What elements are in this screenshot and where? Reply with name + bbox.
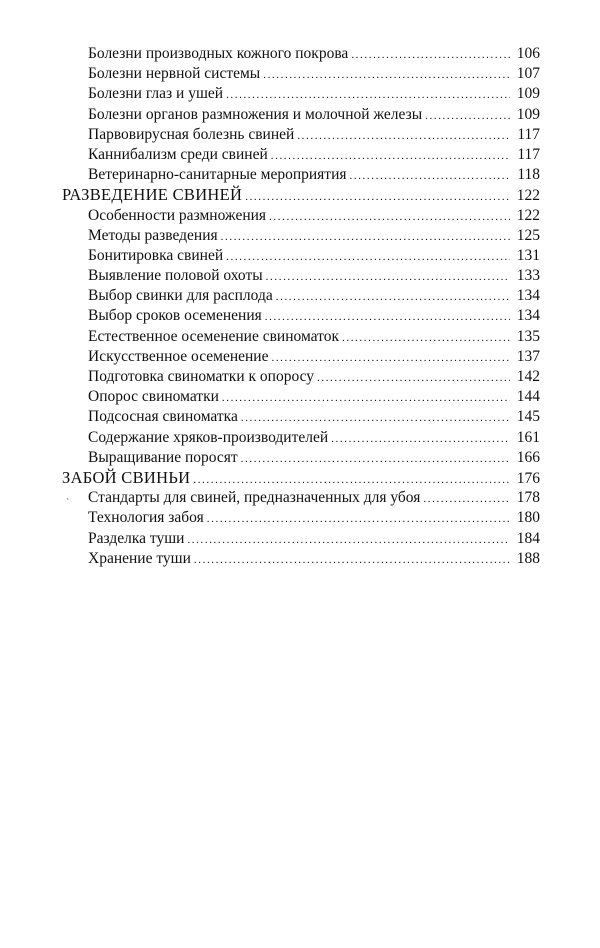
dot-leader — [331, 429, 510, 449]
dot-leader — [317, 368, 510, 388]
toc-section — [62, 185, 540, 205]
toc-entry — [62, 529, 540, 549]
toc-entry — [62, 44, 540, 64]
toc-entry-page: 109 — [516, 85, 540, 103]
dot-leader — [245, 187, 510, 207]
toc-entry-title: Ветеринарно-санитарные мероприятия — [88, 166, 347, 184]
toc-entry — [62, 64, 540, 84]
dot-leader — [271, 146, 510, 166]
toc-entry-page: 134 — [516, 287, 540, 305]
dot-leader — [207, 509, 510, 529]
toc-entry-page: 131 — [516, 246, 540, 264]
dot-leader — [351, 45, 510, 65]
toc-entry — [62, 327, 540, 347]
toc-entry-page: 137 — [516, 347, 540, 365]
dot-leader — [187, 530, 510, 550]
toc-entry-title: Подготовка свиноматки к опоросу — [88, 368, 314, 385]
toc-entry-page: 109 — [516, 105, 540, 123]
toc-entry — [62, 286, 540, 306]
toc-entry-page: 122 — [516, 206, 540, 224]
dot-leader — [226, 247, 510, 267]
toc-entry — [62, 387, 540, 407]
toc-entry-page: 117 — [517, 145, 540, 163]
toc-entry-title: Методы разведения — [88, 226, 218, 244]
toc-entry-title: Парвовирусная болезнь свиней — [88, 125, 295, 143]
toc-entry-title: Стандарты для свиней, предназначенных для убоя — [88, 489, 421, 507]
toc-entry — [62, 508, 540, 528]
toc-entry-page: 118 — [517, 166, 540, 184]
dot-leader — [271, 348, 510, 368]
toc-entry-page: 188 — [516, 549, 540, 567]
toc-entry-page: 178 — [516, 489, 540, 507]
toc-entry-page: 180 — [516, 509, 540, 527]
toc-entry-title: Выбор сроков осеменения — [88, 307, 262, 325]
toc-entry-page: 133 — [516, 267, 540, 285]
toc-entry — [62, 145, 540, 165]
toc-entry — [62, 266, 540, 286]
toc-entry — [62, 125, 540, 145]
toc-entry-title: Бонитировка свиней — [88, 246, 224, 264]
dot-leader — [194, 550, 510, 570]
dot-leader — [269, 207, 510, 227]
dot-leader — [423, 489, 510, 509]
toc-entry-page: 161 — [516, 428, 540, 446]
toc-entry — [62, 407, 540, 427]
toc-entry-title: Опорос свиноматки — [88, 388, 219, 406]
toc-entry-page: 166 — [516, 448, 540, 466]
toc-entry-title: Хранение туши — [88, 549, 191, 567]
toc-section-page: 176 — [516, 469, 540, 487]
dot-leader — [221, 227, 510, 247]
dot-leader — [222, 388, 510, 408]
toc-entry-title: Технология забоя — [88, 509, 204, 527]
dot-leader — [241, 408, 510, 428]
toc-entry-title: Искусственное осеменение — [88, 347, 269, 365]
dot-leader — [226, 85, 510, 105]
toc-entry-title: Каннибализм среди свиней — [88, 145, 268, 163]
toc-entry-title: Выбор свинки для расплода — [88, 287, 273, 305]
dot-leader — [425, 106, 510, 126]
toc-entry — [62, 367, 540, 387]
toc-entry-title: Болезни нервной системы — [88, 65, 261, 83]
toc-entry-title: Выращивание поросят — [88, 448, 238, 466]
toc-entry — [62, 246, 540, 266]
toc-entry-page: 144 — [516, 388, 540, 406]
toc-section-title: ЗАБОЙ СВИНЬИ — [62, 467, 191, 487]
toc-entry-title: Особенности размножения — [88, 206, 267, 224]
toc-entry — [62, 306, 540, 326]
dot-leader — [276, 287, 510, 307]
print-speck: ` — [66, 498, 70, 509]
toc-section — [62, 468, 540, 488]
toc-entry — [62, 84, 540, 104]
table-of-contents — [62, 44, 540, 569]
toc-entry-page: 134 — [516, 307, 540, 325]
toc-entry — [62, 206, 540, 226]
dot-leader — [263, 65, 510, 85]
toc-section-title: РАЗВЕДЕНИЕ СВИНЕЙ — [62, 185, 243, 205]
dot-leader — [265, 307, 510, 327]
toc-entry-title: Болезни глаз и ушей — [88, 85, 224, 103]
toc-entry-page: 106 — [516, 45, 540, 62]
toc-entry — [62, 105, 540, 125]
toc-entry-title: Подсосная свиноматка — [88, 408, 238, 426]
toc-entry-title: Болезни производных кожного покрова — [88, 45, 349, 62]
toc-entry-page: 135 — [516, 327, 540, 345]
toc-section-page: 122 — [516, 187, 540, 205]
toc-entry-title: Содержание хряков-производителей — [88, 428, 329, 446]
dot-leader — [193, 470, 510, 490]
dot-leader — [350, 166, 511, 186]
toc-entry-title: Разделка туши — [88, 529, 185, 547]
toc-entry — [62, 428, 540, 448]
toc-entry-title: Выявление половой охоты — [88, 267, 263, 285]
toc-entry-title: Болезни органов размножения и молочной железы — [88, 105, 423, 123]
toc-entry — [62, 226, 540, 246]
dot-leader — [266, 267, 510, 287]
toc-entry — [62, 347, 540, 367]
toc-entry — [62, 549, 540, 569]
toc-entry-page: 142 — [516, 368, 540, 385]
toc-entry-page: 117 — [517, 125, 540, 143]
dot-leader — [342, 328, 510, 348]
dot-leader — [297, 126, 510, 146]
toc-entry-page: 184 — [516, 529, 540, 547]
toc-entry-page: 125 — [516, 226, 540, 244]
toc-entry-page: 107 — [516, 65, 540, 83]
toc-entry-page: 145 — [516, 408, 540, 426]
toc-entry-title: Естественное осеменение свиноматок — [88, 327, 339, 345]
toc-entry — [62, 488, 540, 508]
toc-entry — [62, 448, 540, 468]
dot-leader — [241, 449, 510, 469]
toc-entry — [62, 165, 540, 185]
